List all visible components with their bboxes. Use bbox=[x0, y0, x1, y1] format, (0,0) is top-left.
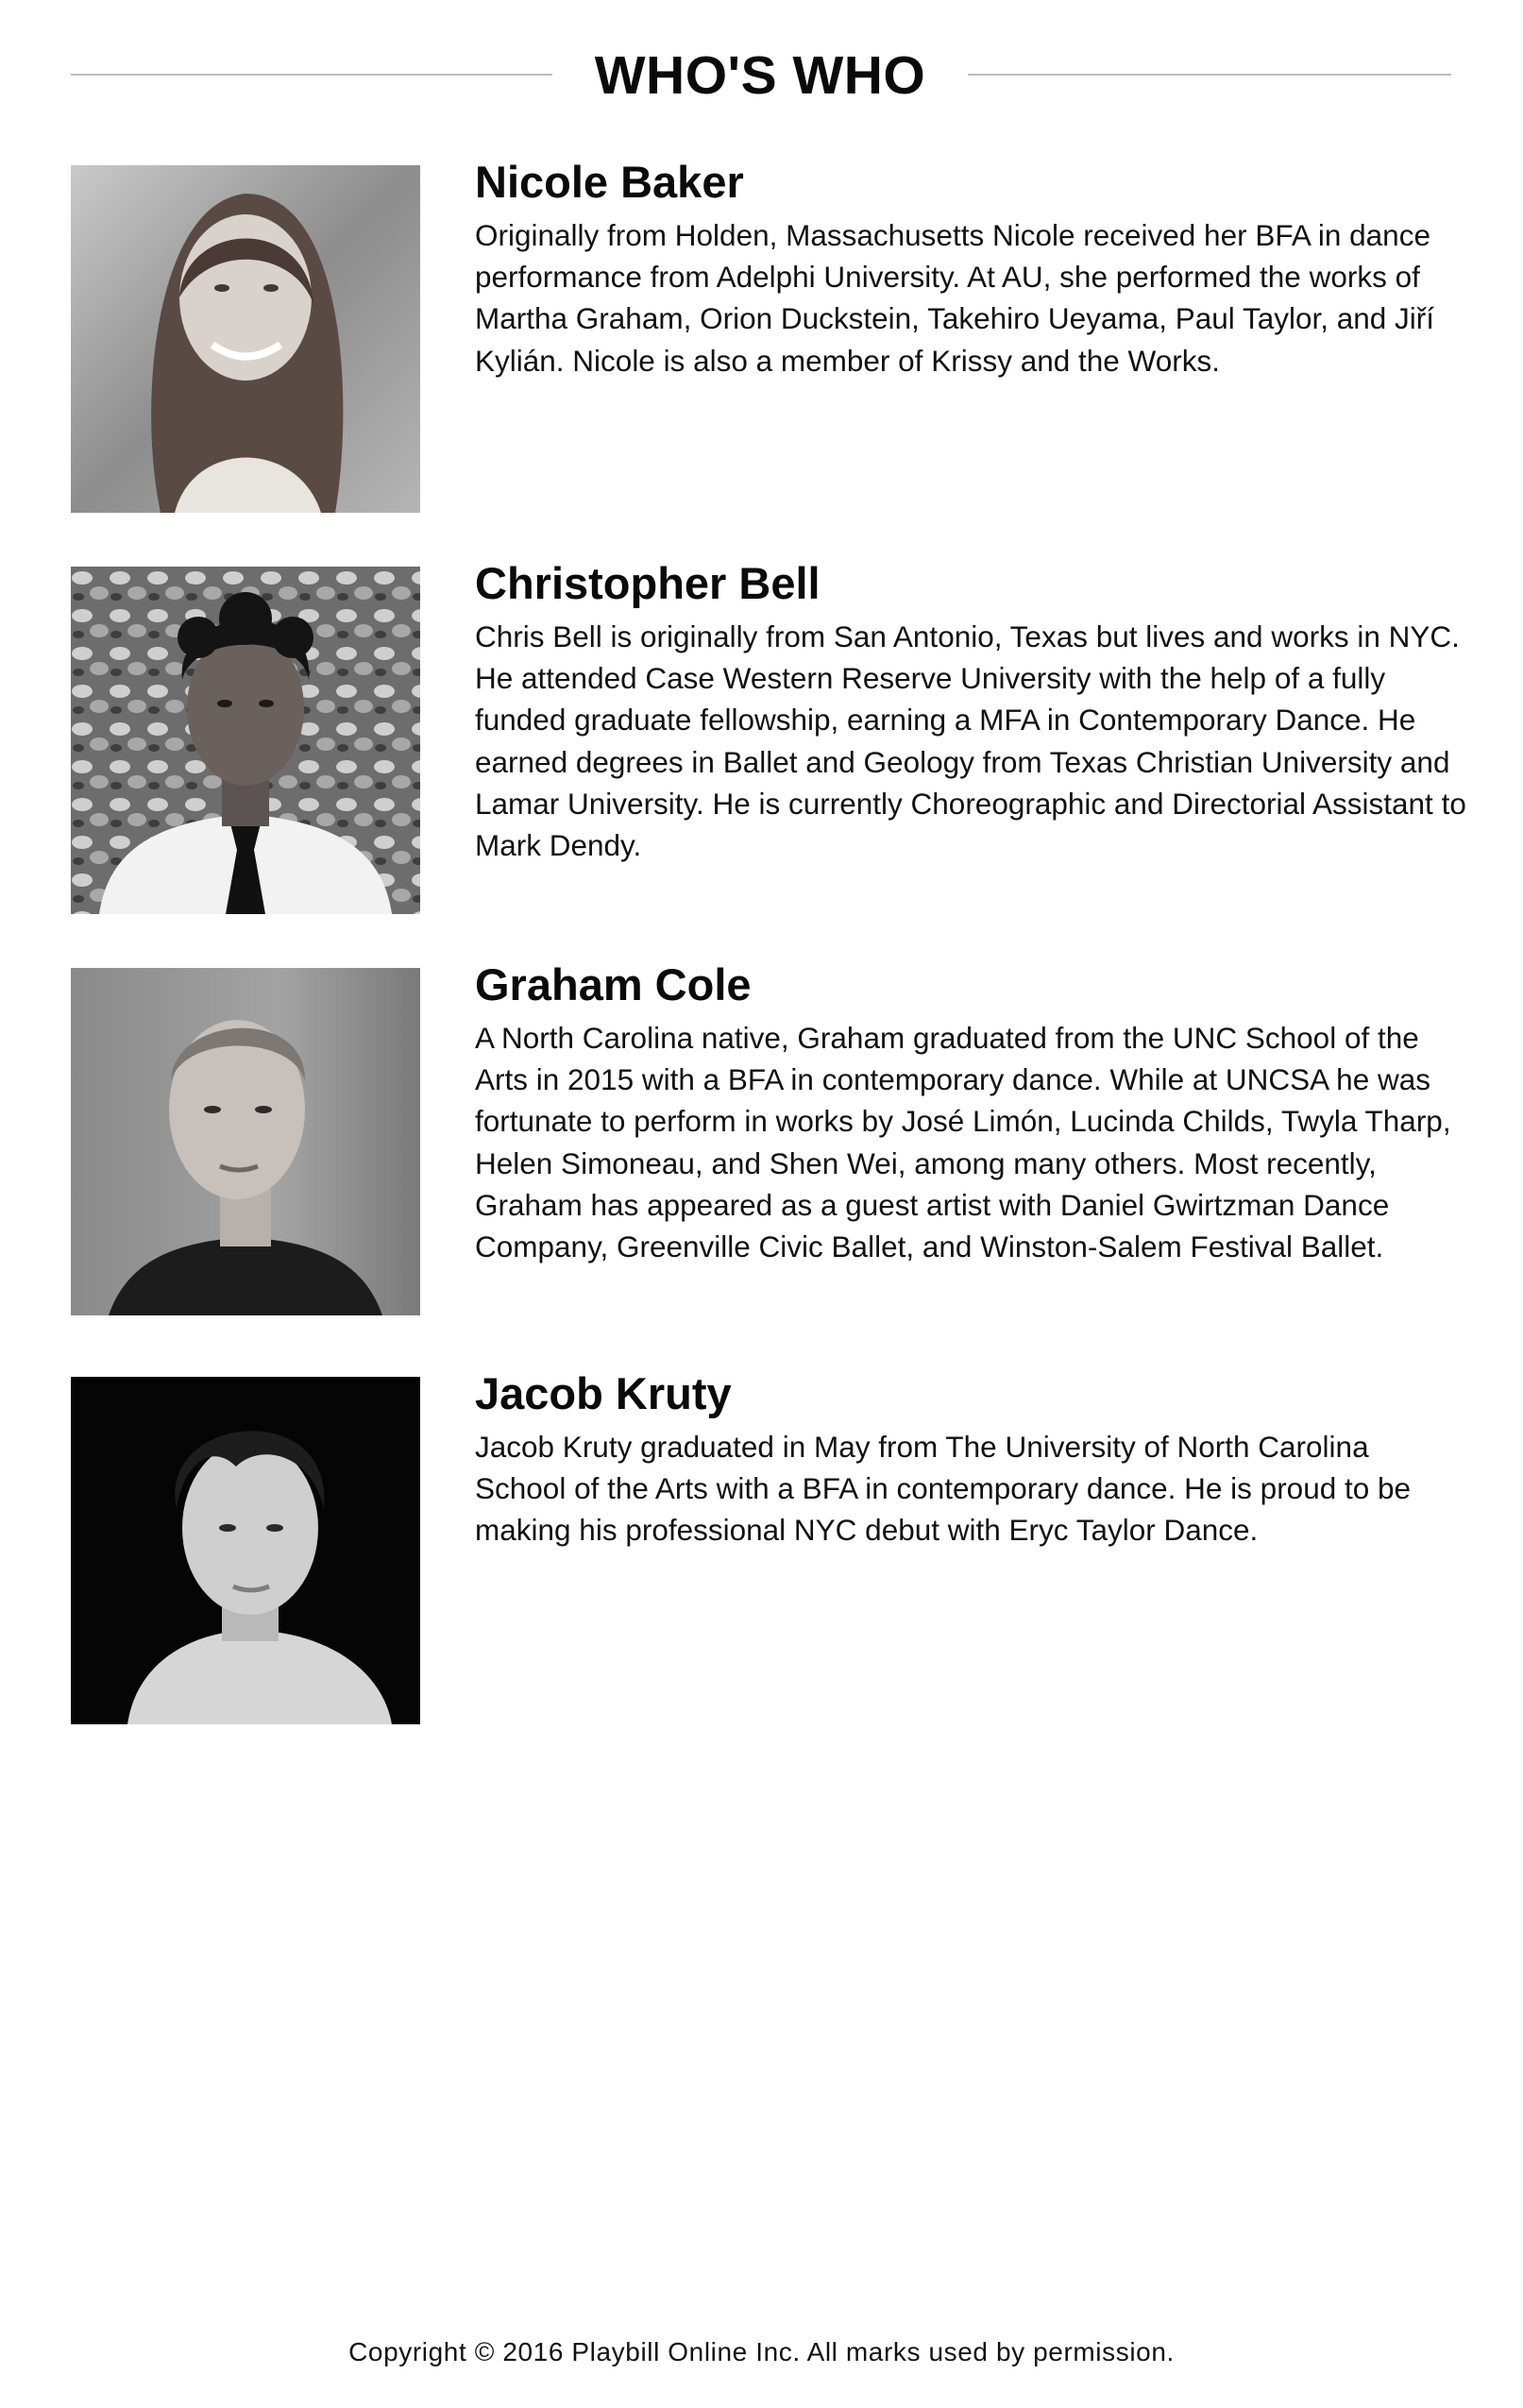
person-bio: Chris Bell is originally from San Antonio, Texas but lives and works in NYC. He attended Case Western Reserve University with the help of a fully funded graduate fellowship, earning a MFA in Contemporary Dance. He earned degrees in Ballet and Geology from Texas Christian University and Lamar University. He is currently Choreographic and Directorial Assistant to Mark Dendy. bbox=[475, 619, 1466, 863]
headshot-christopher-bell bbox=[71, 567, 420, 914]
header-rule-right bbox=[968, 74, 1451, 76]
headshot-image bbox=[71, 968, 420, 1315]
copyright-footer: Copyright © 2016 Playbill Online Inc. All marks used by permission. bbox=[348, 2337, 1175, 2366]
person-name: Graham Cole bbox=[475, 959, 752, 1009]
bio-block bbox=[475, 957, 1466, 1267]
person-name: Jacob Kruty bbox=[475, 1368, 732, 1418]
person-name: Christopher Bell bbox=[475, 558, 821, 608]
headshot-graham-cole bbox=[71, 968, 420, 1315]
headshot-jacob-kruty bbox=[71, 1377, 420, 1724]
person-name: Nicole Baker bbox=[475, 157, 744, 207]
headshot-image bbox=[71, 165, 420, 513]
person-bio: A North Carolina native, Graham graduated from the UNC School of the Arts in 2015 with a BFA in contemporary dance. While at UNCSA he was fortunate to perform in works by José Limón, Lucinda Childs, Twyla Tharp, Helen Simoneau, and Shen Wei, among many others. Most recently, Graham has appeared as a guest artist with Daniel Gwirtzman Dance Company, Greenville Civic Ballet, and Winston-Salem Festival Ballet. bbox=[475, 1021, 1451, 1264]
bio-block bbox=[475, 555, 1466, 866]
person-bio: Jacob Kruty graduated in May from The University of North Carolina School of the Arts with a BFA in contemporary dance. He is proud to be making his professional NYC debut with Eryc Taylor Dance. bbox=[475, 1430, 1412, 1548]
header-rule-left bbox=[71, 74, 552, 76]
page-title: WHO'S WHO bbox=[594, 45, 926, 106]
page-header bbox=[71, 38, 1451, 113]
person-bio: Originally from Holden, Massachusetts Nicole received her BFA in dance performance from Adelphi University. At AU, she performed the works of Martha Graham, Orion Duckstein, Takehiro Ueyama, Paul Taylor, and Jiří Kylián. Nicole is also a member of Krissy and the Works. bbox=[475, 218, 1435, 378]
bio-block bbox=[475, 1365, 1466, 1552]
bio-block bbox=[475, 154, 1466, 382]
headshot-nicole-baker bbox=[71, 165, 420, 513]
headshot-image bbox=[71, 567, 420, 914]
headshot-image bbox=[71, 1377, 420, 1724]
